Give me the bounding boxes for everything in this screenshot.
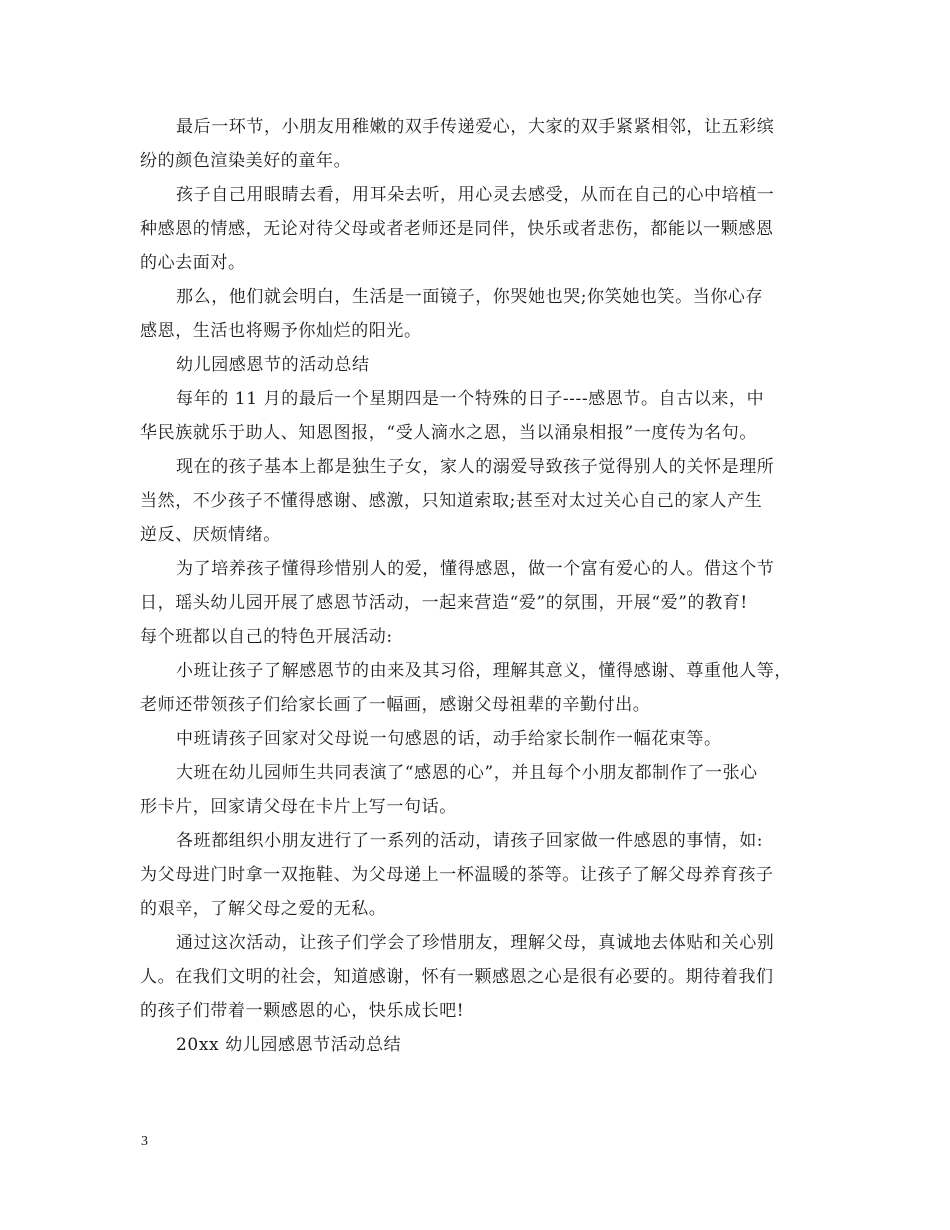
text-line: 现在的孩子基本上都是独生子女，家人的溺爱导致孩子觉得别人的关怀是理所 bbox=[176, 457, 775, 477]
text-line: 人。在我们文明的社会，知道感谢，怀有一颗感恩之心是很有必要的。期待着我们 bbox=[140, 967, 774, 987]
text-line: 通过这次活动，让孩子们学会了珍惜朋友，理解父母，真诚地去体贴和关心别 bbox=[176, 933, 775, 953]
text-line: 最后一环节，小朋友用稚嫩的双手传递爱心，大家的双手紧紧相邻，让五彩缤 bbox=[176, 117, 775, 137]
text-line: 日，瑶头幼儿园开展了感恩节活动，一起来营造“爱”的氛围，开展“爱”的教育! bbox=[140, 593, 748, 613]
text-line: 20xx 幼儿园感恩节活动总结 bbox=[176, 1035, 402, 1055]
text-line: 纷的颜色渲染美好的童年。 bbox=[140, 151, 352, 171]
document-body bbox=[140, 110, 816, 1062]
text-line: 逆反、厌烦情绪。 bbox=[140, 525, 281, 545]
page-number: 3 bbox=[141, 1134, 148, 1149]
text-line: 孩子自己用眼睛去看，用耳朵去听，用心灵去感受，从而在自己的心中培植一 bbox=[176, 185, 775, 205]
text-line: 老师还带领孩子们给家长画了一幅画，感谢父母祖辈的辛勤付出。 bbox=[140, 695, 651, 715]
text-line: 的心去面对。 bbox=[140, 253, 246, 273]
text-line: 幼儿园感恩节的活动总结 bbox=[176, 355, 370, 375]
text-line: 为父母进门时拿一双拖鞋、为父母递上一杯温暖的茶等。让孩子了解父母养育孩子 bbox=[140, 865, 774, 885]
text-line: 种感恩的情感，无论对待父母或者老师还是同伴，快乐或者悲伤，都能以一颗感恩 bbox=[140, 219, 774, 239]
text-line: 的艰辛，了解父母之爱的无私。 bbox=[140, 899, 387, 919]
text-line: 每年的 11 月的最后一个星期四是一个特殊的日子----感恩节。自古以来，中 bbox=[176, 389, 765, 409]
text-line: 感恩，生活也将赐予你灿烂的阳光。 bbox=[140, 321, 422, 341]
text-line: 形卡片，回家请父母在卡片上写一句话。 bbox=[140, 797, 457, 817]
text-line: 那么，他们就会明白，生活是一面镜子，你哭她也哭;你笑她也笑。当你心存 bbox=[176, 287, 764, 307]
text-line: 每个班都以自己的特色开展活动: bbox=[140, 627, 393, 647]
text-line: 为了培养孩子懂得珍惜别人的爱，懂得感恩，做一个富有爱心的人。借这个节 bbox=[176, 559, 775, 579]
text-line: 各班都组织小朋友进行了一系列的活动，请孩子回家做一件感恩的事情，如: bbox=[176, 831, 764, 851]
text-line: 大班在幼儿园师生共同表演了“感恩的心”，并且每个小朋友都制作了一张心 bbox=[176, 763, 758, 783]
text-line: 中班请孩子回家对父母说一句感恩的话，动手给家长制作一幅花束等。 bbox=[176, 729, 722, 749]
text-line: 当然，不少孩子不懂得感谢、感激，只知道索取;甚至对太过关心自己的家人产生 bbox=[140, 491, 763, 511]
text-line: 的孩子们带着一颗感恩的心，快乐成长吧! bbox=[140, 1001, 465, 1021]
text-line: 小班让孩子了解感恩节的由来及其习俗，理解其意义，懂得感谢、尊重他人等， bbox=[176, 661, 792, 681]
text-line: 华民族就乐于助人、知恩图报，“受人滴水之恩，当以涌泉相报”一度传为名句。 bbox=[140, 423, 757, 443]
